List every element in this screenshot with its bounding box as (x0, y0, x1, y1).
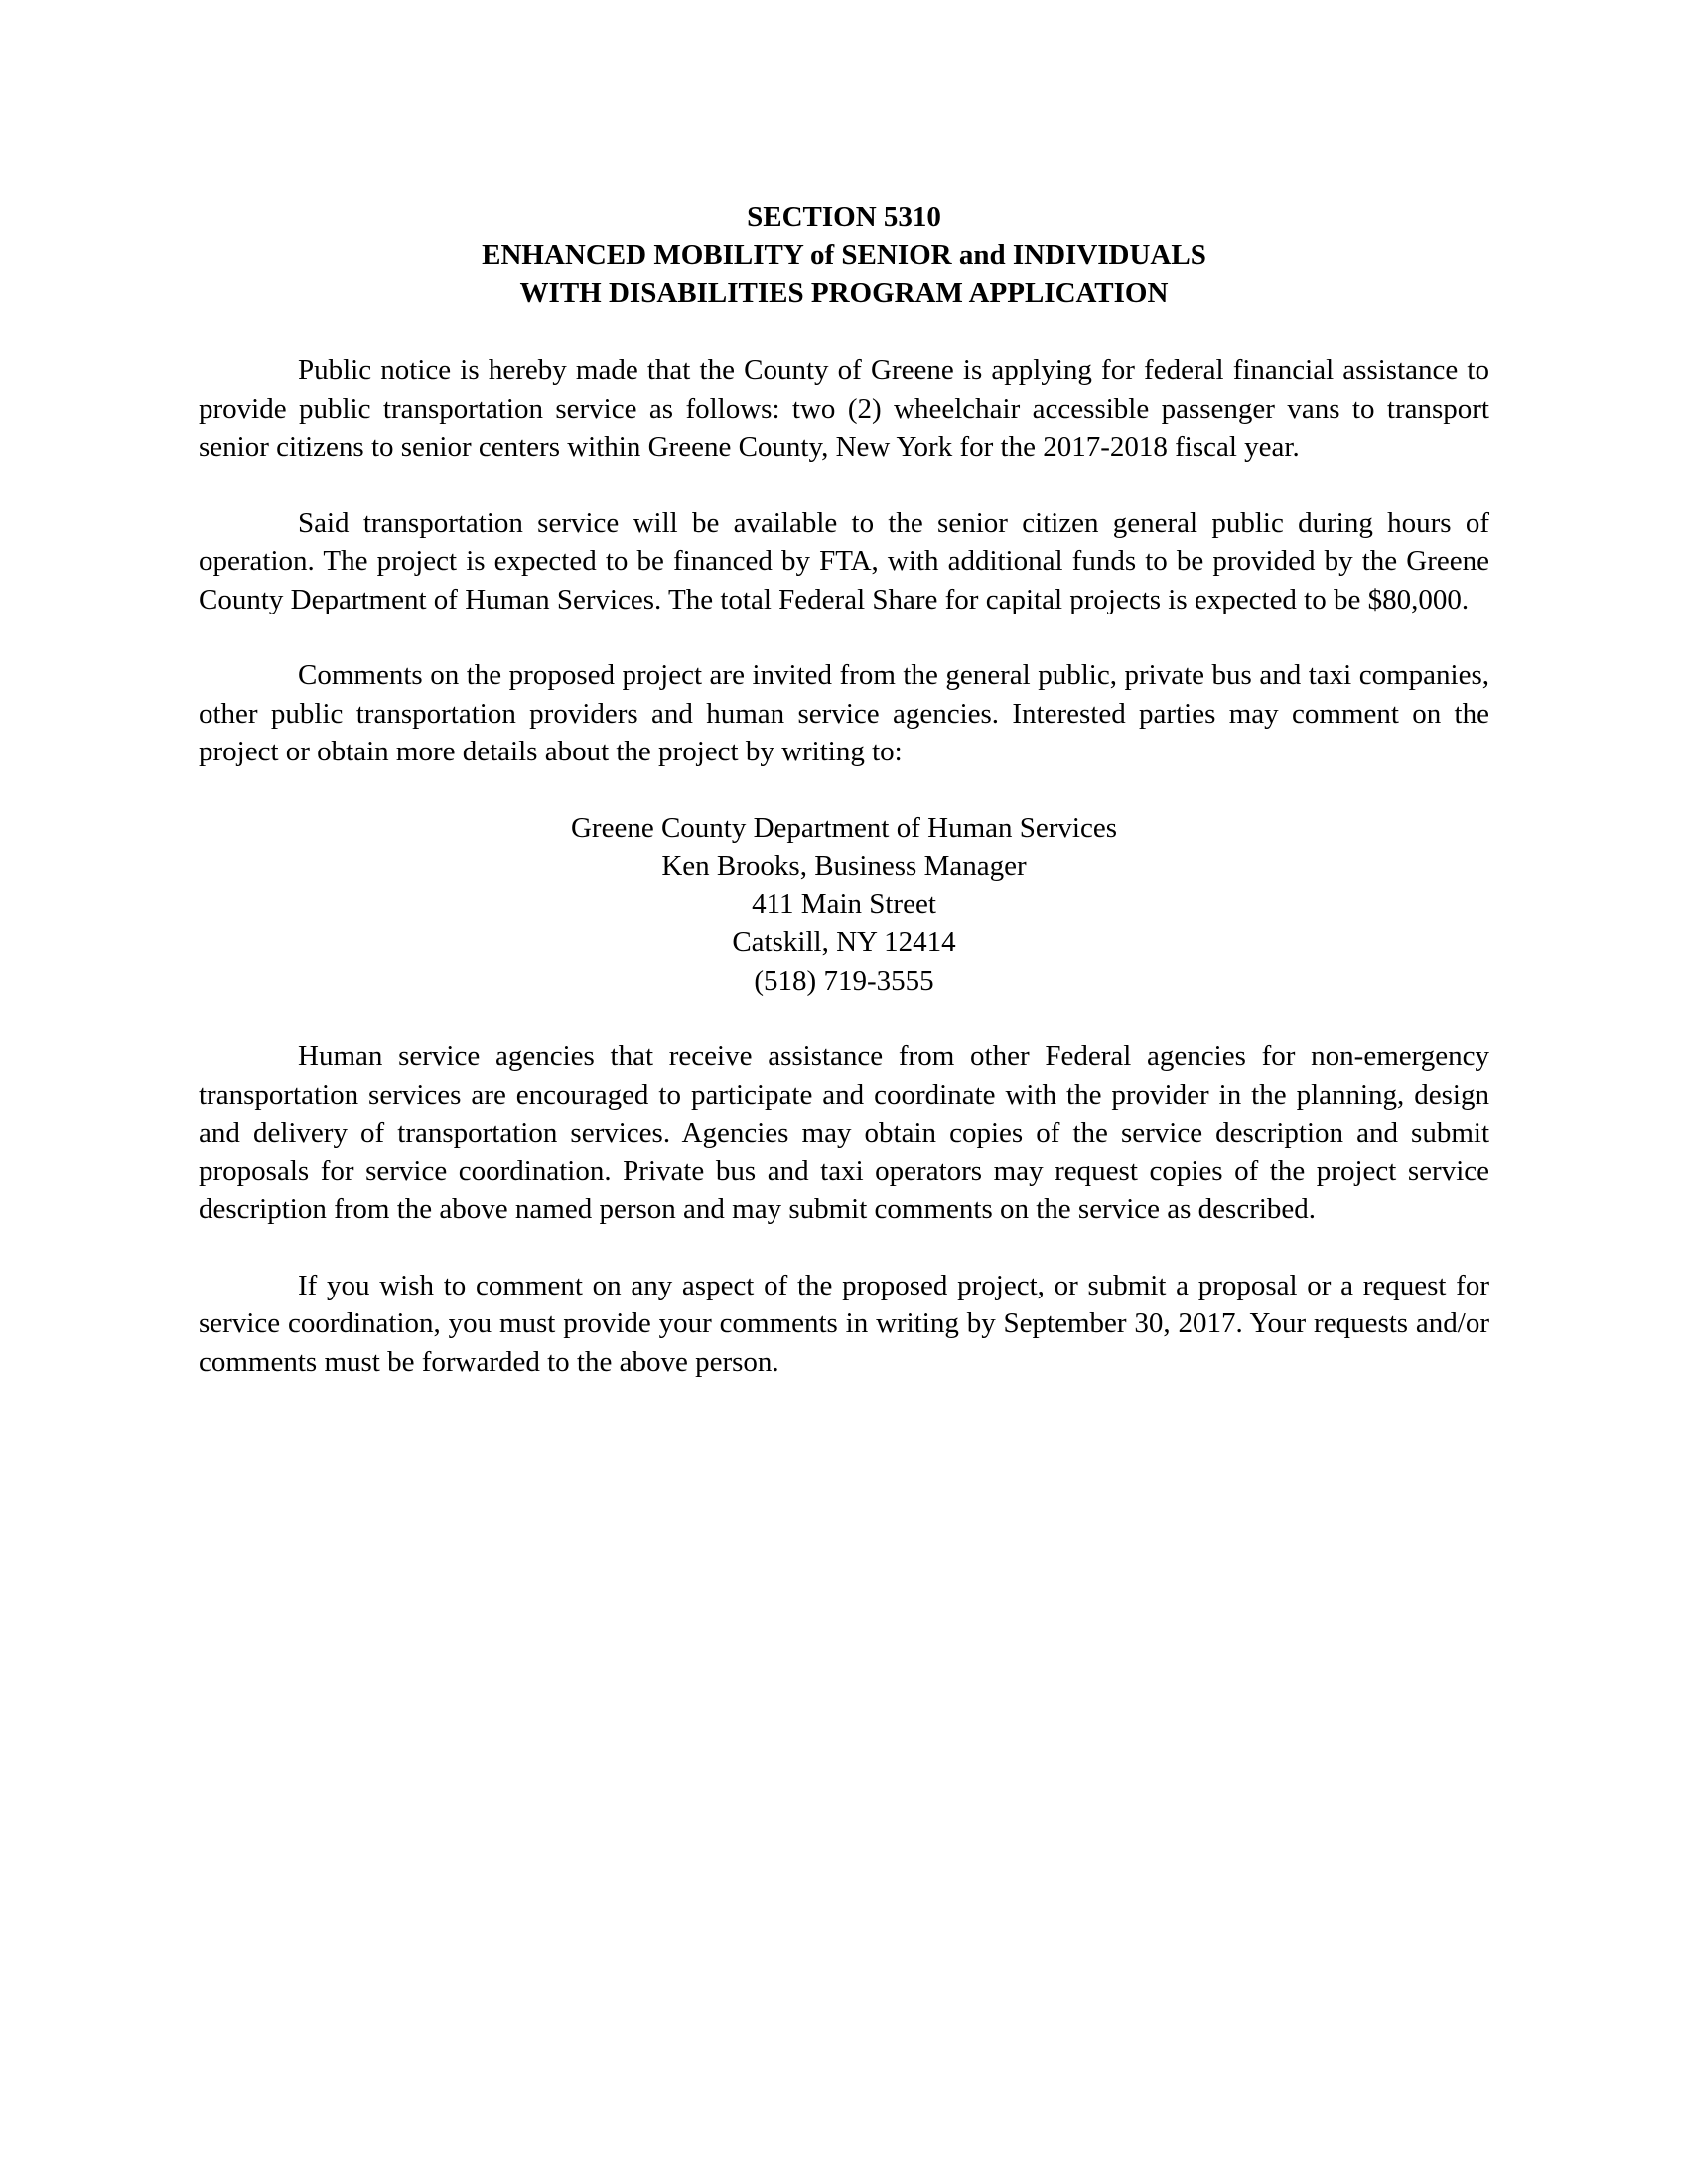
address-city-state-zip: Catskill, NY 12414 (732, 926, 956, 958)
spacer (199, 771, 1489, 809)
document-page (199, 199, 1489, 1381)
spacer (199, 467, 1489, 504)
address-street: 411 Main Street (752, 887, 936, 920)
paragraph-service-financing: Said transportation service will be available to the senior citizen general public during hours of operation. The project is expected to be financed by FTA, with additional funds to be provided by the Greene County Department of Human Services. The total Federal Share for capital projects is expected to be $80,000. (199, 506, 1489, 615)
heading-program-subtitle: WITH DISABILITIES PROGRAM APPLICATION (519, 277, 1169, 309)
paragraph-public-notice: Public notice is hereby made that the County of Greene is applying for federal financial assistance to provide public transportation service as follows: two (2) wheelchair accessible passenger vans to transport senior citizens to senior centers within Greene County, New York for the 2017-2018 fiscal year. (199, 354, 1489, 463)
address-organization: Greene County Department of Human Services (570, 811, 1118, 844)
paragraph-agency-coordination: Human service agencies that receive assistance from other Federal agencies for non-emergency transportation services are encouraged to participate and coordinate with the provider in the planning, design and delivery of transportation services. Agencies may obtain copies of the service description and submit proposals for service coordination. Private bus and taxi operators may request copies of the project service description from the above named person and may submit comments on the service as described. (199, 1040, 1489, 1225)
spacer (199, 618, 1489, 656)
spacer (199, 1229, 1489, 1267)
spacer (199, 1000, 1489, 1037)
heading-program-name: ENHANCED MOBILITY of SENIOR and INDIVIDUALS (482, 239, 1206, 271)
contact-address-block (199, 809, 1489, 1001)
heading-section-number: SECTION 5310 (747, 202, 941, 233)
paragraph-comments-invited: Comments on the proposed project are invited from the general public, private bus and taxi companies, other public transportation providers and human service agencies. Interested parties may comment on the project or obtain more details about the project by writing to: (199, 659, 1489, 767)
spacer (199, 312, 1489, 351)
paragraph-comment-deadline: If you wish to comment on any aspect of the proposed project, or submit a proposal or a request for service coordination, you must provide your comments in writing by September 30, 2017. Your requests and/or comments must be forwarded to the above person. (199, 1269, 1489, 1378)
document-heading (199, 199, 1489, 312)
address-phone: (518) 719-3555 (754, 964, 934, 997)
address-contact-person: Ken Brooks, Business Manager (661, 850, 1027, 882)
